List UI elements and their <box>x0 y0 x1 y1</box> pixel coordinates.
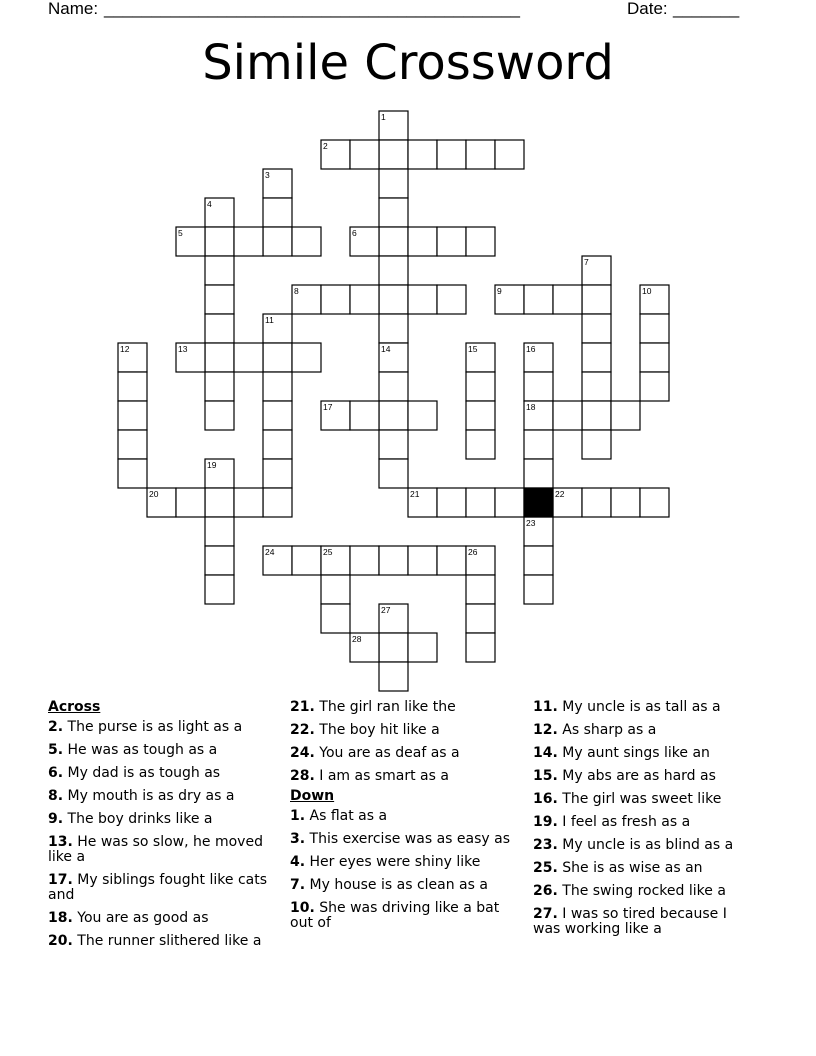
grid-cell[interactable] <box>524 546 553 575</box>
grid-cell[interactable] <box>524 459 553 488</box>
clue-number: 27. <box>533 906 558 922</box>
clue-number-label: 24 <box>265 547 275 557</box>
clue-number-label: 15 <box>468 344 478 354</box>
grid-cell[interactable] <box>437 546 466 575</box>
clue-number-label: 1 <box>381 112 386 122</box>
clue-number: 3. <box>290 831 306 847</box>
grid-cell[interactable] <box>379 662 408 691</box>
clue-number: 8. <box>48 788 64 804</box>
clue-text: As flat as a <box>305 808 388 824</box>
grid-cell[interactable] <box>379 430 408 459</box>
clue-text: I feel as fresh as a <box>557 814 691 830</box>
clue-item <box>290 723 518 738</box>
clue-text: This exercise was as easy as <box>305 831 510 847</box>
clue-number-label: 26 <box>468 547 478 557</box>
grid-cell[interactable] <box>263 227 292 256</box>
clue-number-label: 19 <box>207 460 217 470</box>
grid-cell[interactable] <box>379 198 408 227</box>
grid-cell[interactable] <box>205 517 234 546</box>
clue-text: I was so tired because I was working like a <box>533 906 727 937</box>
grid-cell[interactable] <box>379 633 408 662</box>
clue-text: The girl was sweet like <box>557 791 722 807</box>
clue-number: 26. <box>533 883 558 899</box>
clue-item <box>290 809 518 824</box>
clue-item <box>48 835 276 865</box>
grid-cell[interactable] <box>118 459 147 488</box>
clue-item <box>290 700 518 715</box>
grid-cell[interactable] <box>408 227 437 256</box>
down-heading: Down <box>290 788 335 804</box>
clue-item <box>533 700 755 715</box>
grid-cell[interactable] <box>205 256 234 285</box>
clue-number: 25. <box>533 860 558 876</box>
grid-cell[interactable] <box>379 459 408 488</box>
grid-cell[interactable] <box>263 372 292 401</box>
clue-text: My uncle is as tall as a <box>557 699 721 715</box>
grid-cell[interactable] <box>379 227 408 256</box>
grid-cell[interactable] <box>350 285 379 314</box>
clue-number-label: 28 <box>352 634 362 644</box>
grid-cell[interactable] <box>466 488 495 517</box>
clue-number-label: 14 <box>381 344 391 354</box>
clue-number: 28. <box>290 768 315 784</box>
clue-text: My aunt sings like an <box>557 745 710 761</box>
grid-cell[interactable] <box>524 575 553 604</box>
grid-cell[interactable] <box>582 488 611 517</box>
grid-cell[interactable] <box>466 575 495 604</box>
grid-cell[interactable] <box>437 285 466 314</box>
clue-text: The swing rocked like a <box>557 883 726 899</box>
clue-number-label: 6 <box>352 228 357 238</box>
name-field[interactable]: ____________________________________________ <box>104 0 521 18</box>
clue-item <box>533 746 755 761</box>
grid-cell[interactable] <box>495 140 524 169</box>
grid-cell[interactable] <box>640 372 669 401</box>
grid-cell[interactable] <box>118 401 147 430</box>
clue-text: My mouth is as dry as a <box>63 788 235 804</box>
grid-cell[interactable] <box>466 633 495 662</box>
grid-cell[interactable] <box>350 140 379 169</box>
grid-cell[interactable] <box>118 372 147 401</box>
clue-text: She is as wise as an <box>557 860 703 876</box>
page-title: Simile Crossword <box>202 35 614 91</box>
grid-cell[interactable] <box>263 198 292 227</box>
clue-text: The boy drinks like a <box>63 811 213 827</box>
clue-number-label: 13 <box>178 344 188 354</box>
clue-item <box>48 766 276 781</box>
grid-cell[interactable] <box>292 227 321 256</box>
grid-cell[interactable] <box>379 285 408 314</box>
clue-text: As sharp as a <box>557 722 657 738</box>
grid-cell[interactable] <box>379 372 408 401</box>
grid-cell[interactable] <box>118 430 147 459</box>
grid-cell[interactable] <box>437 488 466 517</box>
clue-text: She was driving like a bat out of <box>290 900 500 931</box>
clue-item <box>533 723 755 738</box>
clue-number: 23. <box>533 837 558 853</box>
clue-number-label: 11 <box>265 315 274 325</box>
clue-text: He was as tough as a <box>63 742 218 758</box>
grid-cell[interactable] <box>234 227 263 256</box>
clue-number-label: 17 <box>323 402 333 412</box>
grid-cell[interactable] <box>379 140 408 169</box>
grid-cell[interactable] <box>495 488 524 517</box>
clue-item <box>533 861 755 876</box>
clue-number: 22. <box>290 722 315 738</box>
clue-item <box>290 769 518 784</box>
grid-cell[interactable] <box>408 633 437 662</box>
grid-cell[interactable] <box>640 343 669 372</box>
clue-item <box>533 769 755 784</box>
clue-item <box>533 792 755 807</box>
clue-number: 5. <box>48 742 64 758</box>
grid-cell[interactable] <box>292 343 321 372</box>
clue-number-label: 5 <box>178 228 183 238</box>
grid-cell[interactable] <box>292 546 321 575</box>
grid-cell[interactable] <box>582 430 611 459</box>
grid-cell[interactable] <box>205 285 234 314</box>
clue-number-label: 10 <box>642 286 652 296</box>
grid-cell[interactable] <box>205 546 234 575</box>
clue-number: 6. <box>48 765 64 781</box>
clue-item <box>533 815 755 830</box>
clue-number-label: 7 <box>584 257 589 267</box>
clues-column-2 <box>290 700 518 939</box>
grid-cell[interactable] <box>263 430 292 459</box>
clue-text: The purse is as light as a <box>63 719 243 735</box>
grid-cell[interactable] <box>379 169 408 198</box>
clue-number-label: 3 <box>265 170 270 180</box>
clue-number: 17. <box>48 872 73 888</box>
clue-number-label: 2 <box>323 141 328 151</box>
grid-cell[interactable] <box>205 314 234 343</box>
clue-item <box>48 911 276 926</box>
grid-cell[interactable] <box>466 140 495 169</box>
clue-number-label: 8 <box>294 286 299 296</box>
grid-cell[interactable] <box>611 401 640 430</box>
clue-number-label: 4 <box>207 199 212 209</box>
clue-number: 20. <box>48 933 73 949</box>
clues-column-1 <box>48 700 276 957</box>
clue-number: 10. <box>290 900 315 916</box>
clue-text: My siblings fought like cats and <box>48 872 268 903</box>
clue-text: Her eyes were shiny like <box>305 854 481 870</box>
clue-text: My abs are as hard as <box>557 768 716 784</box>
grid-cell[interactable] <box>640 488 669 517</box>
clue-number: 12. <box>533 722 558 738</box>
grid-cell[interactable] <box>263 488 292 517</box>
grid-cell[interactable] <box>466 227 495 256</box>
clue-number: 18. <box>48 910 73 926</box>
clue-number: 19. <box>533 814 558 830</box>
grid-cell[interactable] <box>205 227 234 256</box>
clue-number: 16. <box>533 791 558 807</box>
clue-text: You are as deaf as a <box>314 745 460 761</box>
clue-item <box>290 901 518 931</box>
grid-cell[interactable] <box>582 372 611 401</box>
grid-cell[interactable] <box>408 140 437 169</box>
grid-cell[interactable] <box>524 372 553 401</box>
grid-cell[interactable] <box>263 459 292 488</box>
grid-cell[interactable] <box>205 488 234 517</box>
clue-text: My dad is as tough as <box>63 765 221 781</box>
grid-cell[interactable] <box>437 140 466 169</box>
grid-cell[interactable] <box>321 575 350 604</box>
grid-cell[interactable] <box>234 343 263 372</box>
grid-cell[interactable] <box>379 401 408 430</box>
clue-number-label: 9 <box>497 286 502 296</box>
clue-text: The runner slithered like a <box>72 933 262 949</box>
clue-item <box>48 720 276 735</box>
grid-cell[interactable] <box>466 372 495 401</box>
clue-number-label: 21 <box>410 489 420 499</box>
clue-number: 4. <box>290 854 306 870</box>
clue-item <box>290 855 518 870</box>
clue-number: 2. <box>48 719 64 735</box>
clue-item <box>48 812 276 827</box>
clue-item <box>290 878 518 893</box>
clue-number: 7. <box>290 877 306 893</box>
clue-number-label: 22 <box>555 489 565 499</box>
name-label: Name: <box>48 0 99 18</box>
grid-cell[interactable] <box>234 488 263 517</box>
grid-cell[interactable] <box>466 604 495 633</box>
grid-cell[interactable] <box>408 546 437 575</box>
clue-number: 14. <box>533 745 558 761</box>
grid-cell[interactable] <box>263 343 292 372</box>
clue-number: 11. <box>533 699 558 715</box>
clue-item <box>533 907 755 937</box>
grid-cell[interactable] <box>205 372 234 401</box>
clue-item <box>48 934 276 949</box>
clue-item <box>290 746 518 761</box>
grid-cell[interactable] <box>205 401 234 430</box>
clue-number: 24. <box>290 745 315 761</box>
clue-number-label: 16 <box>526 344 536 354</box>
grid-cell[interactable] <box>582 285 611 314</box>
grid-cell[interactable] <box>582 401 611 430</box>
grid-cell[interactable] <box>640 314 669 343</box>
grid-cell[interactable] <box>379 314 408 343</box>
clue-item <box>48 743 276 758</box>
black-cell <box>524 488 553 517</box>
clue-text: He was so slow, he moved like a <box>48 834 263 865</box>
grid-cell[interactable] <box>611 488 640 517</box>
grid-cell[interactable] <box>582 314 611 343</box>
grid-cell[interactable] <box>379 546 408 575</box>
grid-cell[interactable] <box>553 285 582 314</box>
clue-number: 9. <box>48 811 64 827</box>
clue-item <box>48 789 276 804</box>
clue-number: 13. <box>48 834 73 850</box>
across-heading: Across <box>48 699 101 715</box>
clue-text: The girl ran like the <box>314 699 456 715</box>
clue-text: My house is as clean as a <box>305 877 488 893</box>
clue-number-label: 18 <box>526 402 536 412</box>
grid-cell[interactable] <box>524 430 553 459</box>
grid-cell[interactable] <box>553 401 582 430</box>
clue-number: 15. <box>533 768 558 784</box>
grid-cell[interactable] <box>466 430 495 459</box>
clue-number-label: 25 <box>323 547 333 557</box>
grid-cell[interactable] <box>205 343 234 372</box>
grid-cell[interactable] <box>408 401 437 430</box>
grid-cell[interactable] <box>321 285 350 314</box>
clue-number: 21. <box>290 699 315 715</box>
grid-cell[interactable] <box>321 604 350 633</box>
grid-cell[interactable] <box>524 285 553 314</box>
clue-item <box>48 873 276 903</box>
grid-cell[interactable] <box>350 546 379 575</box>
grid-cell[interactable] <box>379 256 408 285</box>
clue-text: You are as good as <box>72 910 209 926</box>
clue-number-label: 23 <box>526 518 536 528</box>
clue-item <box>290 832 518 847</box>
clue-number-label: 20 <box>149 489 159 499</box>
clues-column-3 <box>533 700 755 945</box>
date-label: Date: <box>627 0 668 18</box>
date-field[interactable]: _______ <box>673 0 740 18</box>
clue-item <box>533 884 755 899</box>
grid-cell[interactable] <box>582 343 611 372</box>
clue-number-label: 27 <box>381 605 391 615</box>
grid-cell[interactable] <box>263 401 292 430</box>
grid-cell[interactable] <box>350 401 379 430</box>
grid-cell[interactable] <box>408 285 437 314</box>
grid-cell[interactable] <box>437 227 466 256</box>
grid-cell[interactable] <box>176 488 205 517</box>
clue-item <box>533 838 755 853</box>
clue-text: I am as smart as a <box>314 768 449 784</box>
grid-cell[interactable] <box>466 401 495 430</box>
clue-number: 1. <box>290 808 306 824</box>
grid-cell[interactable] <box>205 575 234 604</box>
clue-text: The boy hit like a <box>314 722 440 738</box>
clue-number-label: 12 <box>120 344 130 354</box>
clue-text: My uncle is as blind as a <box>557 837 734 853</box>
